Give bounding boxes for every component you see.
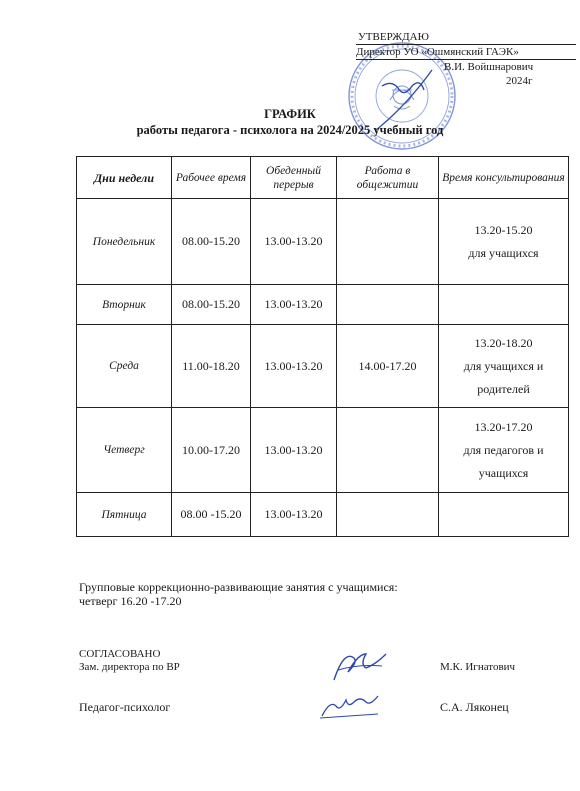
cell-day: Среда — [77, 325, 172, 408]
approval-director-name: В.И. Войшнарович — [444, 61, 534, 73]
table-row — [77, 493, 569, 537]
group-sessions-text: Групповые коррекционно-развивающие занятия с учащимися: — [79, 580, 398, 594]
approval-block — [356, 30, 576, 88]
title-subheading: работы педагога - психолога на 2024/2025 учебный год — [136, 123, 444, 137]
cell-work: 08.00-15.20 — [172, 199, 251, 285]
document-title — [0, 106, 580, 138]
cell-lunch: 13.00-13.20 — [251, 285, 337, 325]
cell-lunch: 13.00-13.20 — [251, 325, 337, 408]
table-row — [77, 285, 569, 325]
table-row — [77, 408, 569, 493]
cell-work: 11.00-18.20 — [172, 325, 251, 408]
cell-work: 08.00 -15.20 — [172, 493, 251, 537]
consult-for-cont: родителей — [477, 381, 530, 396]
cell-dorm — [337, 285, 439, 325]
approval-year: 2024г — [506, 75, 533, 87]
header-dorm: Работа в общежитии — [337, 157, 439, 199]
cell-lunch: 13.00-13.20 — [251, 493, 337, 537]
cell-consult — [439, 285, 569, 325]
cell-consult — [439, 325, 569, 408]
cell-dorm: 14.00-17.20 — [337, 325, 439, 408]
cell-day: Понедельник — [77, 199, 172, 285]
psychologist-position: Педагог-психолог — [79, 700, 171, 714]
schedule-table — [76, 156, 569, 537]
consult-for: для учащихся — [468, 245, 539, 260]
cell-day: Четверг — [77, 408, 172, 493]
cell-consult — [439, 199, 569, 285]
psychologist-signature-icon — [318, 694, 382, 720]
agreed-label: СОГЛАСОВАНО — [79, 648, 161, 660]
psychologist-name: С.А. Ляконец — [440, 700, 509, 714]
consult-time: 13.20-18.20 — [474, 335, 533, 350]
deputy-name: М.К. Игнатович — [440, 661, 516, 673]
cell-day: Пятница — [77, 493, 172, 537]
cell-dorm — [337, 493, 439, 537]
cell-consult — [439, 408, 569, 493]
consult-time: 13.20-15.20 — [474, 222, 533, 237]
consult-time: 13.20-17.20 — [474, 419, 533, 434]
group-sessions-time: четверг 16.20 -17.20 — [79, 594, 182, 608]
consult-for: для педагогов и — [463, 442, 544, 457]
cell-consult — [439, 493, 569, 537]
deputy-position: Зам. директора по ВР — [79, 661, 180, 673]
table-header-row — [77, 157, 569, 199]
header-consult: Время консультирования — [439, 157, 569, 199]
cell-work: 08.00-15.20 — [172, 285, 251, 325]
deputy-signature-icon — [330, 650, 390, 686]
header-days: Дни недели — [77, 157, 172, 199]
cell-dorm — [337, 199, 439, 285]
header-lunch: Обеденный перерыв — [251, 157, 337, 199]
cell-lunch: 13.00-13.20 — [251, 199, 337, 285]
group-sessions-note — [79, 580, 398, 608]
cell-day: Вторник — [77, 285, 172, 325]
table-row — [77, 325, 569, 408]
cell-work: 10.00-17.20 — [172, 408, 251, 493]
cell-dorm — [337, 408, 439, 493]
header-work-time: Рабочее время — [172, 157, 251, 199]
title-heading: ГРАФИК — [264, 107, 316, 121]
cell-lunch: 13.00-13.20 — [251, 408, 337, 493]
approval-title: УТВЕРЖДАЮ — [356, 30, 576, 45]
consult-for-cont: учащихся — [478, 465, 529, 480]
approval-director: Директор УО «Ошмянский ГАЭК» — [356, 45, 576, 60]
consult-for: для учащихся и — [463, 358, 544, 373]
table-row — [77, 199, 569, 285]
